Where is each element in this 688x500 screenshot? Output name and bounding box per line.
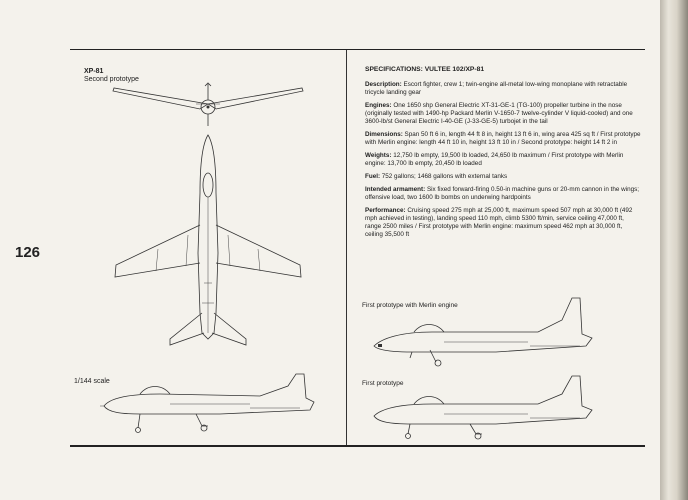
side-view-merlin-prototype [370,288,605,368]
scale-label: 1/144 scale [74,378,110,385]
spec-label: Fuel: [365,173,381,180]
spec-fuel [365,173,641,181]
spec-armament [365,186,641,202]
front-view-drawing [108,82,308,128]
caption-merlin-prototype: First prototype with Merlin engine [362,302,458,309]
spec-text: 12,750 lb empty, 19,500 lb loaded, 24,650 lb maximum / First prototype with Merlin engine: 13,700 lb empty, 20,450 lb loaded [365,152,624,167]
side-view-second-prototype [100,368,325,434]
spec-label: Intended armament: [365,186,426,193]
caption-first-prototype: First prototype [362,380,404,387]
spec-label: Weights: [365,152,392,159]
spec-engines [365,102,641,126]
page-number: 126 [15,244,41,261]
adjacent-page-edge [660,0,688,500]
spec-text: Cruising speed 275 mph at 25,000 ft, maximum speed 507 mph at 30,000 ft (492 mph achieved in testing), landing speed 110 mph, climb 5300 ft/min, service ceiling 47,000 ft, range 2500 miles / First prototype with Merlin engine: maximum speed 462 mph at 30,000 ft, ceiling 35,500 ft [365,207,633,238]
spec-label: Description: [365,81,402,88]
spec-label: Performance: [365,207,406,214]
aircraft-model: XP-81 [84,68,104,75]
drawing-subtitle: Second prototype [84,76,139,83]
specifications-heading: SPECIFICATIONS: VULTEE 102/XP-81 [365,66,485,73]
spec-text: Escort fighter, crew 1; twin-engine all-metal low-wing monoplane with retractable tricycle landing gear [365,81,628,96]
spec-weights [365,152,641,168]
drawing-title [84,68,139,83]
spec-label: Dimensions: [365,131,403,138]
column-divider [346,50,347,445]
side-view-first-prototype [370,372,605,442]
spec-label: Engines: [365,102,392,109]
spec-text: Span 50 ft 6 in, length 44 ft 8 in, height 13 ft 6 in, wing area 425 sq ft / First prototype with Merlin engine: length 44 ft 10 in, height 13 ft 10 in / Second prototype: height 14 ft 2 in [365,131,641,146]
spec-performance [365,207,641,239]
specifications-block [365,66,641,244]
spec-text: One 1650 shp General Electric XT-31-GE-1 (TG-100) propeller turbine in the nose (originally tested with 1490-hp Packard Merlin V-1650-7 twelve-cylinder V liquid-cooled) and one 3600-lb/st General Electric I-40-GE (J-33-GE-5) turbojet in the tail [365,102,633,125]
spec-description [365,81,641,97]
spec-dimensions [365,131,641,147]
bottom-rule [70,445,645,447]
top-rule [70,49,645,50]
spec-text: 752 gallons; 1468 gallons with external tanks [381,173,508,180]
plan-view-drawing [108,133,308,351]
spec-text: Six fixed forward-firing 0.50-in machine guns or 20-mm cannon in the wings; offensive load, two 1600 lb bombs on underwing hardpoints [365,186,640,201]
